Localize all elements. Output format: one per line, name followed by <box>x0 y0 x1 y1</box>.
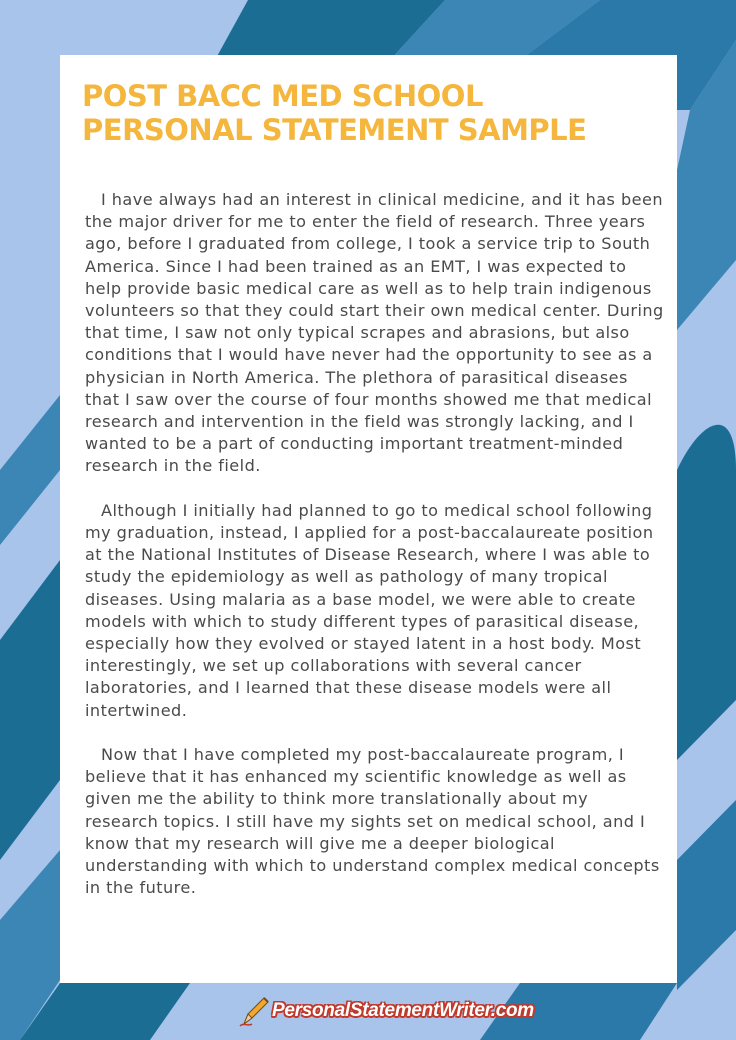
page-title <box>82 79 586 147</box>
statement-body <box>85 189 665 922</box>
title-line-1: POST BACC MED SCHOOL <box>82 79 483 113</box>
paragraph-1: I have always had an interest in clinical medicine, and it has been the major driver for me to enter the field of research. Three years ago, before I graduated from college, I took a service trip to South America. Since I had been trained as an EMT, I was expected to help provide basic medical care as well as to help train indigenous volunteers so that they could start their own medical center. During that time, I saw not only typical scrapes and abrasions, but also conditions that I would have never had the opportunity to see as a physician in North America. The plethora of parasitical diseases that I saw over the course of four months showed me that medical research and intervention in the field was strongly lacking, and I wanted to be a part of conducting important treatment-minded research in the field. <box>85 190 664 476</box>
pen-icon <box>238 994 270 1028</box>
footer-brand <box>238 993 534 1029</box>
footer-brand-text[interactable]: PersonalStatementWriter.com <box>272 1000 534 1021</box>
paragraph-2: Although I initially had planned to go to medical school following my graduation, instead, I applied for a post-baccalaureate position at the National Institutes of Disease Research, where I was able to study the epidemiology as well as pathology of many tropical diseases. Using malaria as a base model, we were able to create models with which to study different types of parasitical disease, especially how they evolved or stayed latent in a host body. Most interestingly, we set up collaborations with several cancer laboratories, and I learned that these disease models were all intertwined. <box>85 500 654 720</box>
title-line-2: PERSONAL STATEMENT SAMPLE <box>82 113 587 147</box>
statement-card <box>60 55 677 983</box>
paragraph-3: Now that I have completed my post-baccalaureate program, I believe that it has enhanced my scientific knowledge as well as given me the ability to think more translationally about my research topics. I still have my sights set on medical school, and I know that my research will give me a deeper biological understanding with which to understand complex medical concepts in the future. <box>85 745 660 898</box>
